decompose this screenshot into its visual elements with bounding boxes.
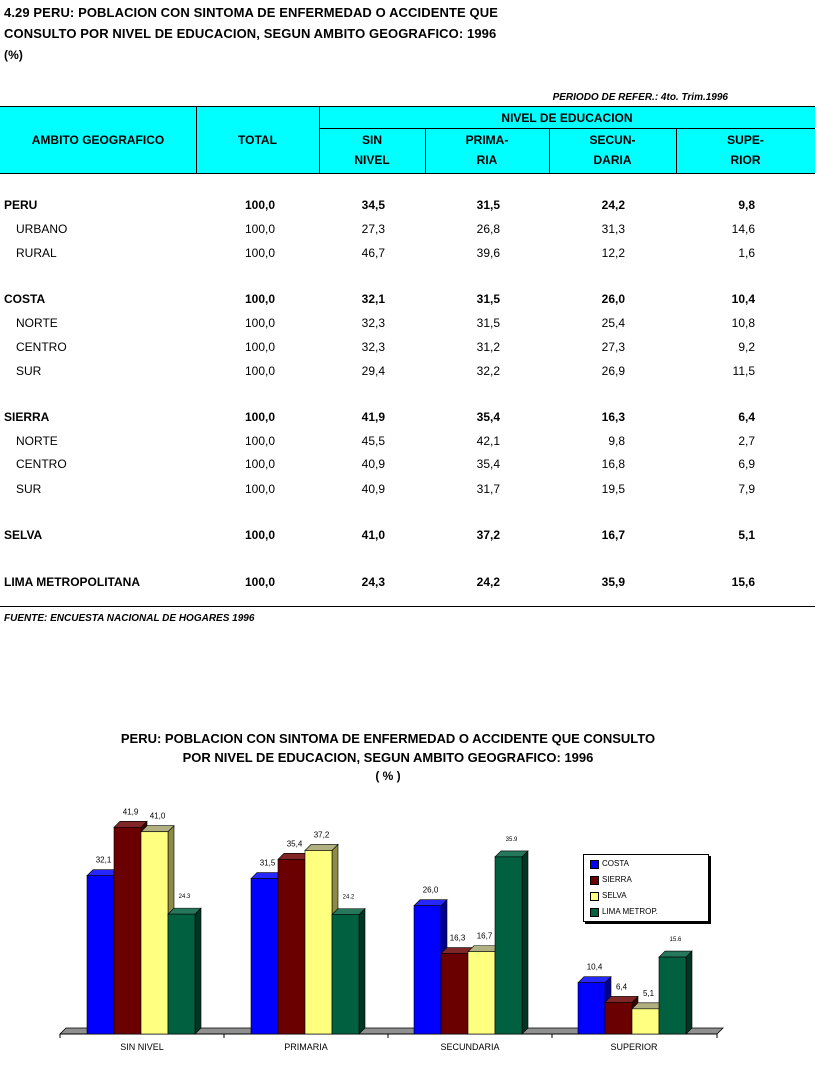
row-name: SIERRA: [4, 410, 50, 424]
cell-sin-nivel: 32,3: [361, 340, 385, 354]
table-row: [0, 575, 815, 595]
data-label: 10,4: [586, 962, 603, 972]
row-name: SUR: [16, 364, 42, 378]
bar-top: [414, 900, 447, 906]
data-label: 37,2: [313, 830, 330, 840]
cell-sin-nivel: 45,5: [361, 434, 385, 448]
bar-top: [168, 908, 201, 914]
data-label: 24.2: [342, 894, 355, 901]
cell-total: 100,0: [244, 482, 275, 496]
cell-secundaria: 35,9: [601, 575, 625, 589]
cell-superior: 2,7: [738, 434, 755, 448]
cell-primaria: 35,4: [476, 457, 500, 471]
data-label: 24.3: [178, 894, 191, 901]
cell-primaria: 24,2: [476, 575, 500, 589]
table-row: [0, 364, 815, 384]
cell-secundaria: 19,5: [601, 482, 625, 496]
cell-secundaria: 16,7: [601, 528, 625, 542]
cell-sin-nivel: 40,9: [361, 482, 385, 496]
bar: [468, 952, 495, 1034]
bar: [441, 954, 468, 1034]
cell-total: 100,0: [244, 410, 275, 424]
header-total: TOTAL: [238, 133, 277, 147]
cell-sin-nivel: 24,3: [361, 575, 385, 589]
header-primaria-1: PRIMA-: [465, 133, 509, 147]
table-bottom-rule: [0, 606, 815, 607]
cell-superior: 7,9: [738, 482, 755, 496]
legend-swatch: [590, 860, 599, 869]
cell-primaria: 32,2: [476, 364, 500, 378]
cell-sin-nivel: 46,7: [361, 246, 385, 260]
bar: [332, 915, 359, 1034]
row-name: RURAL: [16, 246, 57, 260]
header-ambito: AMBITO GEOGRAFICO: [31, 133, 165, 147]
cell-secundaria: 26,0: [601, 292, 625, 306]
data-label: 16,7: [476, 931, 493, 941]
table-row: [0, 457, 815, 477]
table-row: [0, 222, 815, 242]
cell-sin-nivel: 29,4: [361, 364, 385, 378]
table-row: [0, 410, 815, 430]
row-name: SUR: [16, 482, 42, 496]
bar: [87, 876, 114, 1034]
cell-primaria: 31,5: [476, 198, 500, 212]
cell-superior: 1,6: [738, 246, 755, 260]
cell-sin-nivel: 27,3: [361, 222, 385, 236]
table-row: [0, 434, 815, 454]
bar-top: [141, 826, 174, 832]
table-row: [0, 482, 815, 502]
row-name: URBANO: [16, 222, 68, 236]
cell-superior: 9,8: [738, 198, 755, 212]
header-superior-2: RIOR: [730, 153, 761, 167]
header-divider: [319, 128, 815, 129]
cell-total: 100,0: [244, 457, 275, 471]
header-secundaria-1: SECUN-: [589, 133, 636, 147]
data-label: 32,1: [95, 855, 112, 865]
bar-top: [332, 909, 365, 915]
cell-secundaria: 9,8: [608, 434, 625, 448]
x-axis-label: PRIMARIA: [284, 1042, 328, 1052]
cell-primaria: 39,6: [476, 246, 500, 260]
cell-sin-nivel: 32,1: [361, 292, 385, 306]
table-title-line-2: CONSULTO POR NIVEL DE EDUCACION, SEGUN AMBITO GEOGRAFICO: 1996: [4, 26, 497, 41]
bar-top: [495, 851, 528, 857]
row-name: CENTRO: [16, 457, 67, 471]
row-name: NORTE: [16, 316, 58, 330]
cell-primaria: 35,4: [476, 410, 500, 424]
cell-superior: 11,5: [732, 364, 755, 378]
bar-top: [605, 996, 638, 1002]
cell-secundaria: 16,3: [601, 410, 625, 424]
cell-sin-nivel: 41,0: [361, 528, 385, 542]
cell-superior: 10,8: [731, 316, 755, 330]
cell-secundaria: 26,9: [601, 364, 625, 378]
row-name: CENTRO: [16, 340, 67, 354]
header-secundaria-2: DARIA: [593, 153, 632, 167]
bar-side: [195, 908, 201, 1034]
cell-primaria: 26,8: [476, 222, 500, 236]
chart-title-line-1: PERU: POBLACION CON SINTOMA DE ENFERMEDAD O ACCIDENTE QUE CONSULTO: [120, 731, 656, 746]
cell-primaria: 31,5: [476, 316, 500, 330]
table-title-unit: (%): [4, 48, 23, 62]
bar: [278, 859, 305, 1034]
cell-sin-nivel: 34,5: [361, 198, 385, 212]
table-title-line-1: 4.29 PERU: POBLACION CON SINTOMA DE ENFERMEDAD O ACCIDENTE QUE: [4, 5, 498, 20]
header-primaria-2: RIA: [476, 153, 498, 167]
data-label: 35,4: [286, 839, 303, 849]
header-superior-1: SUPE-: [727, 133, 764, 147]
bar: [495, 857, 522, 1034]
bar: [414, 906, 441, 1034]
data-label: 26,0: [422, 885, 439, 895]
chart-title-line-2: POR NIVEL DE EDUCACION, SEGUN AMBITO GEOGRAFICO: 1996: [182, 750, 594, 765]
data-label: 16,3: [449, 933, 466, 943]
cell-primaria: 31,5: [476, 292, 500, 306]
cell-total: 100,0: [244, 340, 275, 354]
chart-title-unit: ( % ): [375, 769, 401, 783]
cell-primaria: 37,2: [476, 528, 500, 542]
cell-secundaria: 12,2: [601, 246, 625, 260]
cell-superior: 14,6: [731, 222, 755, 236]
bar-top: [578, 977, 611, 983]
legend-label: SIERRA: [602, 875, 632, 884]
data-label: 15.6: [669, 937, 682, 944]
data-label: 5,1: [642, 988, 655, 998]
cell-total: 100,0: [244, 198, 275, 212]
bar: [168, 914, 195, 1034]
cell-sin-nivel: 32,3: [361, 316, 385, 330]
source-note: FUENTE: ENCUESTA NACIONAL DE HOGARES 1996: [4, 613, 255, 624]
cell-secundaria: 24,2: [601, 198, 625, 212]
cell-total: 100,0: [244, 528, 275, 542]
data-label: 6,4: [615, 982, 628, 992]
bar-top: [114, 821, 147, 827]
bar-top: [659, 951, 692, 957]
reference-period: PERIODO DE REFER.: 4to. Trim.1996: [552, 92, 728, 103]
bar-side: [522, 851, 528, 1034]
data-label: 41,9: [122, 807, 139, 817]
table-row: [0, 316, 815, 336]
bar-top: [305, 844, 338, 850]
legend-label: LIMA METROP.: [602, 907, 658, 916]
bar: [605, 1002, 632, 1034]
cell-primaria: 42,1: [476, 434, 500, 448]
bar: [251, 879, 278, 1034]
bar-side: [359, 909, 365, 1034]
legend-swatch: [590, 908, 599, 917]
cell-total: 100,0: [244, 364, 275, 378]
row-name: LIMA METROPOLITANA: [4, 575, 140, 589]
cell-secundaria: 27,3: [601, 340, 625, 354]
x-axis-label: SIN NIVEL: [120, 1042, 164, 1052]
legend-label: SELVA: [602, 891, 627, 900]
cell-primaria: 31,2: [476, 340, 500, 354]
bar-side: [686, 951, 692, 1034]
bar: [632, 1009, 659, 1034]
cell-secundaria: 25,4: [601, 316, 625, 330]
cell-superior: 15,6: [731, 575, 755, 589]
x-axis-label: SECUNDARIA: [440, 1042, 500, 1052]
table-row: [0, 340, 815, 360]
legend-label: COSTA: [602, 859, 629, 868]
row-name: NORTE: [16, 434, 58, 448]
row-name: PERU: [4, 198, 38, 212]
cell-total: 100,0: [244, 316, 275, 330]
data-label: 41,0: [149, 811, 166, 821]
cell-total: 100,0: [244, 434, 275, 448]
bar: [578, 983, 605, 1034]
legend-swatch: [590, 876, 599, 885]
bar: [305, 850, 332, 1034]
cell-superior: 5,1: [738, 528, 755, 542]
cell-total: 100,0: [244, 222, 275, 236]
cell-secundaria: 31,3: [601, 222, 625, 236]
cell-secundaria: 16,8: [601, 457, 625, 471]
x-axis-label: SUPERIOR: [610, 1042, 658, 1052]
table-row: [0, 198, 815, 218]
data-label: 31,5: [259, 858, 276, 868]
row-name: COSTA: [4, 292, 46, 306]
table-header: [0, 106, 815, 174]
header-sin-nivel-1: SIN: [361, 133, 382, 147]
bar: [114, 827, 141, 1034]
table-row: [0, 528, 815, 548]
chart-legend: [583, 854, 709, 922]
cell-primaria: 31,7: [476, 482, 500, 496]
cell-total: 100,0: [244, 292, 275, 306]
table-row: [0, 246, 815, 266]
data-label: 35.9: [505, 836, 518, 843]
cell-superior: 6,9: [738, 457, 755, 471]
cell-total: 100,0: [244, 246, 275, 260]
legend-swatch: [590, 892, 599, 901]
cell-total: 100,0: [244, 575, 275, 589]
cell-superior: 10,4: [731, 292, 755, 306]
table-row: [0, 292, 815, 312]
cell-superior: 9,2: [738, 340, 755, 354]
row-name: SELVA: [4, 528, 43, 542]
cell-sin-nivel: 40,9: [361, 457, 385, 471]
cell-sin-nivel: 41,9: [361, 410, 385, 424]
cell-superior: 6,4: [738, 410, 755, 424]
header-sin-nivel-2: NIVEL: [354, 153, 390, 167]
bar: [659, 957, 686, 1034]
header-nivel: NIVEL DE EDUCACION: [501, 111, 633, 125]
bar-chart: [0, 800, 817, 1065]
bar: [141, 832, 168, 1034]
